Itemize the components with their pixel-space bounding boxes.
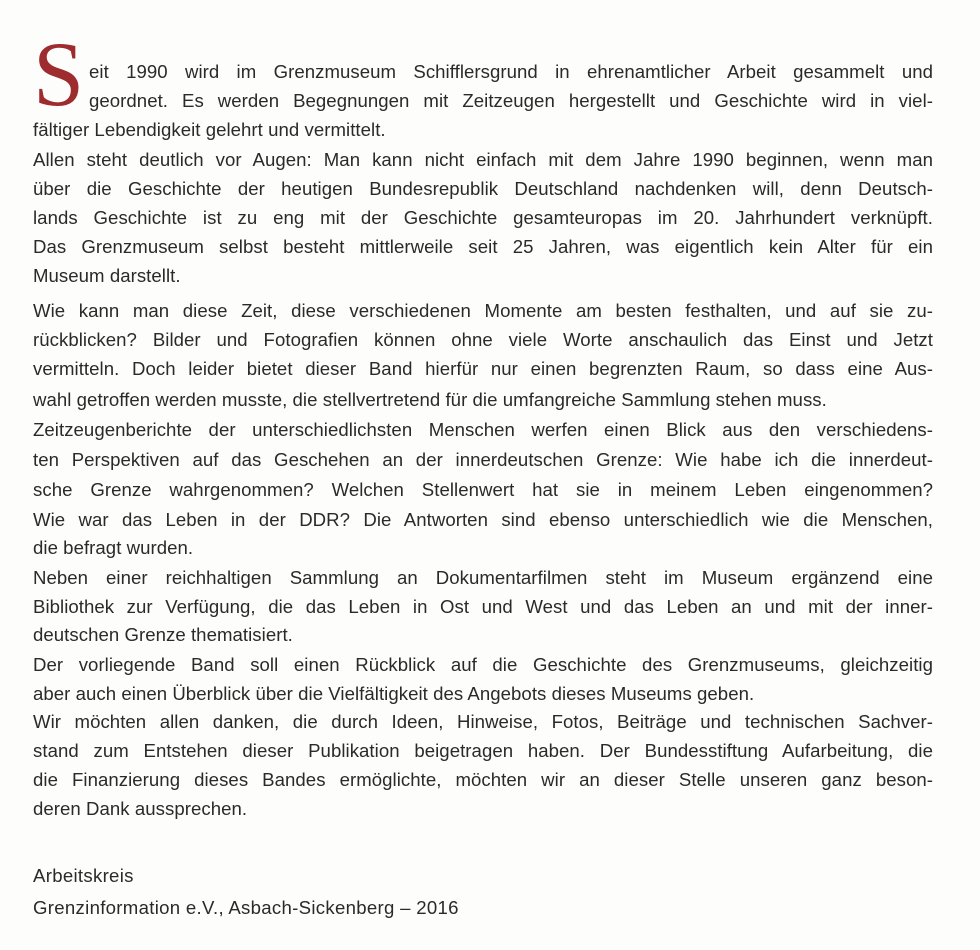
text-line: Wie kann man diese Zeit, diese verschiedenen Momente am besten festhalten, und auf sie zu- [33,300,933,321]
text-line: Das Grenzmuseum selbst besteht mittlerweile seit 25 Jahren, was eigentlich kein Alter für ein [33,236,933,257]
text-line: Der vorliegende Band soll einen Rückblick auf die Geschichte des Grenzmuseums, gleichzeitig [33,654,933,675]
drop-cap-letter: S [33,23,85,125]
text-line: die Finanzierung dieses Bandes ermöglichte, möchten wir an dieser Stelle unseren ganz beson- [33,769,933,790]
text-line: deren Dank aussprechen. [33,798,248,819]
text-line: die befragt wurden. [33,537,194,558]
text-line: Bibliothek zur Verfügung, die das Leben in Ost und West und das Leben an und mit der inner- [33,596,933,617]
text-line: rückblicken? Bilder und Fotografien können ohne viele Worte anschaulich das Einst und Jetzt [33,329,933,350]
text-line: ten Perspektiven auf das Geschehen an der innerdeutschen Grenze: Wie habe ich die innerdeut- [33,449,933,470]
text-line: fältiger Lebendigkeit gelehrt und vermittelt. [33,119,386,140]
text-line: geordnet. Es werden Begegnungen mit Zeitzeugen hergestellt und Geschichte wird in viel- [89,90,933,111]
signature-organization: Arbeitskreis [33,865,134,886]
signature-place-date: Grenzinformation e.V., Asbach-Sickenberg – 2016 [33,897,459,918]
text-line: Wir möchten allen danken, die durch Ideen, Hinweise, Fotos, Beiträge und technischen Sachver- [33,711,933,732]
text-line: Museum darstellt. [33,265,181,286]
text-line: Neben einer reichhaltigen Sammlung an Dokumentarfilmen steht im Museum ergänzend eine [33,567,933,588]
text-line: Wie war das Leben in der DDR? Die Antworten sind ebenso unterschiedlich wie die Menschen, [33,509,933,530]
text-line: Zeitzeugenberichte der unterschiedlichsten Menschen werfen einen Blick aus den verschiedens- [33,419,933,440]
text-line: aber auch einen Überblick über die Vielfältigkeit des Angebots dieses Museums geben. [33,683,755,704]
text-line: sche Grenze wahrgenommen? Welchen Stellenwert hat sie in meinem Leben eingenommen? [33,479,933,500]
text-line: lands Geschichte ist zu eng mit der Geschichte gesamteuropas im 20. Jahrhundert verknüpft. [33,207,933,228]
text-line: wahl getroffen werden musste, die stellvertretend für die umfangreiche Sammlung stehen muss. [33,389,827,410]
text-line: über die Geschichte der heutigen Bundesrepublik Deutschland nachdenken will, denn Deutsch- [33,178,933,199]
text-line: vermitteln. Doch leider bietet dieser Band hierfür nur einen begrenzten Raum, so dass eine Aus- [33,358,933,379]
text-line: eit 1990 wird im Grenzmuseum Schifflersgrund in ehrenamtlicher Arbeit gesammelt und [89,61,933,82]
text-line: stand zum Entstehen dieser Publikation beigetragen haben. Der Bundesstiftung Aufarbeitung, die [33,740,933,761]
text-line: deutschen Grenze thematisiert. [33,624,293,645]
text-line: Allen steht deutlich vor Augen: Man kann nicht einfach mit dem Jahre 1990 beginnen, wenn man [33,149,933,170]
